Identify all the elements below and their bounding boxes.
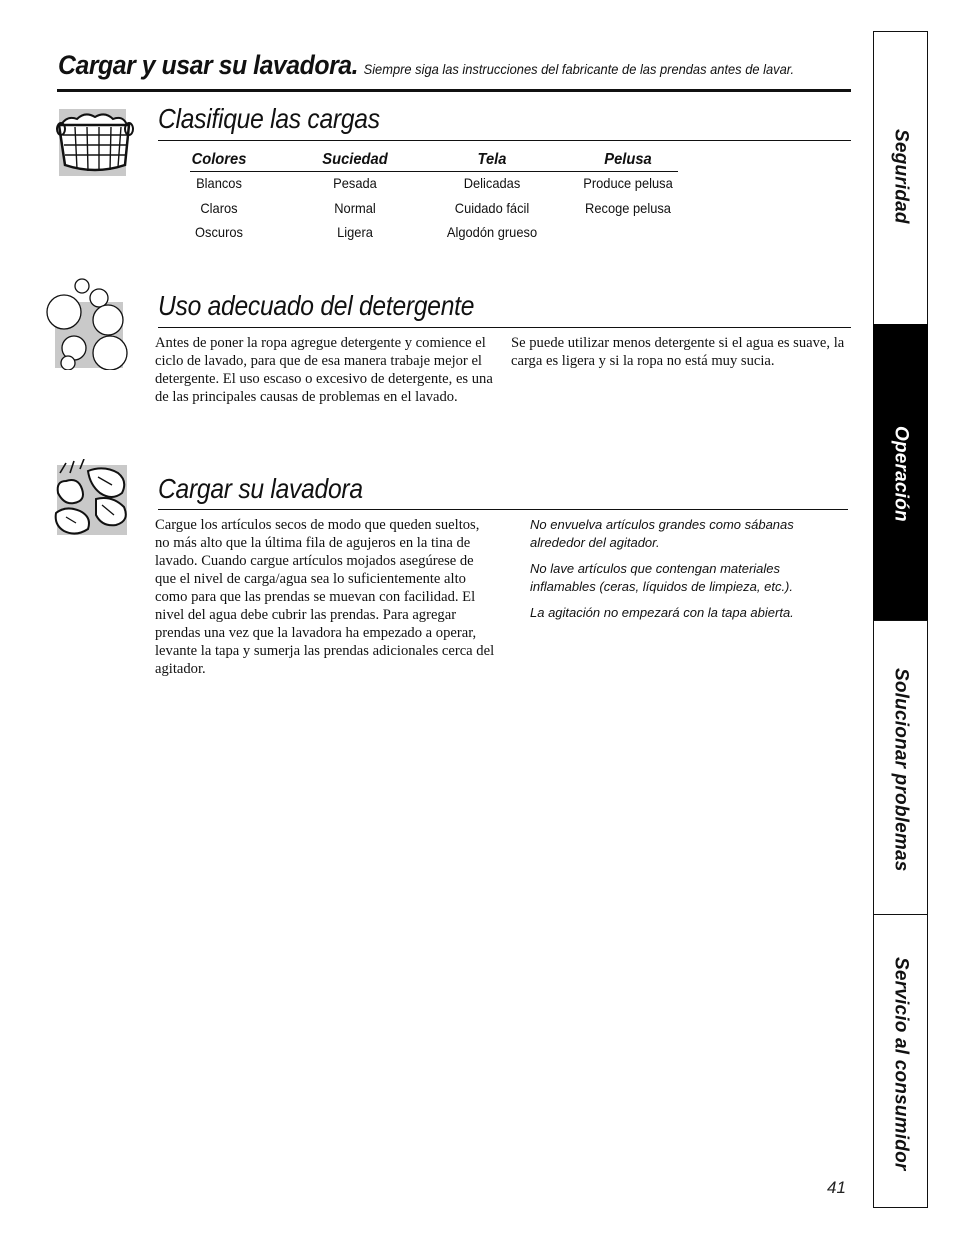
- page-title: [58, 50, 794, 81]
- table-cell: Recoge pelusa: [585, 199, 671, 216]
- tab-label: Servicio al consumidor: [890, 957, 912, 1171]
- header-rule: [57, 89, 851, 92]
- table-cell: Pesada: [333, 175, 377, 191]
- detergent-section-title: Uso adecuado del detergente: [158, 290, 475, 321]
- column-header: Pelusa: [604, 151, 652, 168]
- sort-section-rule: [158, 140, 851, 141]
- column-header: Tela: [477, 151, 507, 168]
- table-header-rule: [190, 171, 678, 172]
- loading-section-rule: [158, 509, 848, 510]
- table-cell: Produce pelusa: [583, 175, 673, 191]
- column-header: Suciedad: [322, 151, 388, 168]
- detergent-paragraph-left: Antes de poner la ropa agregue detergente y comience el ciclo de lavado, para que de esa manera trabaje mejor el detergente. El uso escaso o excesivo de detergente, es una de las principales causas de problemas en el lavado.: [155, 335, 493, 405]
- loading-paragraph: Cargue los artículos secos de modo que queden sueltos, no más alto que la última fila de agujeros en la tina de lavado. Cuando cargue artículos mojados asegúrese de que el nivel de carga/agua sea lo suficientemente alto como para que las prendas se muevan con facilidad. El nivel del agua debe cubrir las prendas. Para agregar prendas una vez que la lavadora ha empezado a operar, levante la tapa y sumerja las prendas adicionales cerca del agitador.: [155, 517, 495, 677]
- tab-label: Solucionar problemas: [890, 668, 912, 872]
- table-cell: Algodón grueso: [446, 224, 538, 240]
- tab-solucionar-problemas[interactable]: [873, 621, 928, 914]
- soap-bubbles-icon: [44, 278, 130, 370]
- page-title-text: Cargar y usar su lavadora.: [58, 50, 359, 80]
- tab-label: Seguridad: [890, 129, 912, 224]
- detergent-paragraph-right: Se puede utilizar menos detergente si el agua es suave, la carga es ligera y si la ropa no está muy sucia.: [511, 335, 845, 369]
- sort-section-title: Clasifique las cargas: [158, 103, 380, 134]
- tab-label: Operación: [890, 426, 912, 522]
- loading-note: No lave artículos que contengan materiales inflamables (ceras, líquidos de limpieza, etc.).: [530, 561, 794, 594]
- loading-note: La agitación no empezará con la tapa abierta.: [530, 605, 794, 620]
- loading-section-title: Cargar su lavadora: [158, 473, 363, 504]
- table-cell: Ligera: [337, 224, 373, 240]
- tab-operacion[interactable]: [873, 324, 928, 620]
- laundry-basket-icon: [59, 109, 126, 176]
- page-number: 41: [827, 1178, 846, 1197]
- column-header: Colores: [191, 151, 247, 168]
- tab-servicio-al-consumidor[interactable]: [873, 915, 928, 1208]
- table-cell: Blancos: [196, 175, 242, 191]
- loading-note: No envuelva artículos grandes como sábanas alrededor del agitador.: [530, 517, 794, 550]
- sort-column-soil: [290, 149, 420, 245]
- tab-seguridad[interactable]: [873, 31, 928, 324]
- table-cell: Claros: [200, 199, 238, 216]
- table-cell: Delicadas: [463, 175, 521, 191]
- page-subtitle: Siempre siga las instrucciones del fabricante de las prendas antes de lavar.: [363, 61, 795, 77]
- sort-column-colors: [154, 149, 284, 245]
- loading-notes: [530, 516, 848, 622]
- table-cell: Normal: [334, 199, 376, 216]
- clothes-pile-icon: [52, 459, 132, 539]
- detergent-section-rule: [158, 327, 851, 328]
- table-cell: Oscuros: [195, 224, 243, 240]
- table-cell: Cuidado fácil: [454, 199, 530, 216]
- sort-column-lint: [563, 149, 693, 220]
- sort-column-fabric: [427, 149, 557, 245]
